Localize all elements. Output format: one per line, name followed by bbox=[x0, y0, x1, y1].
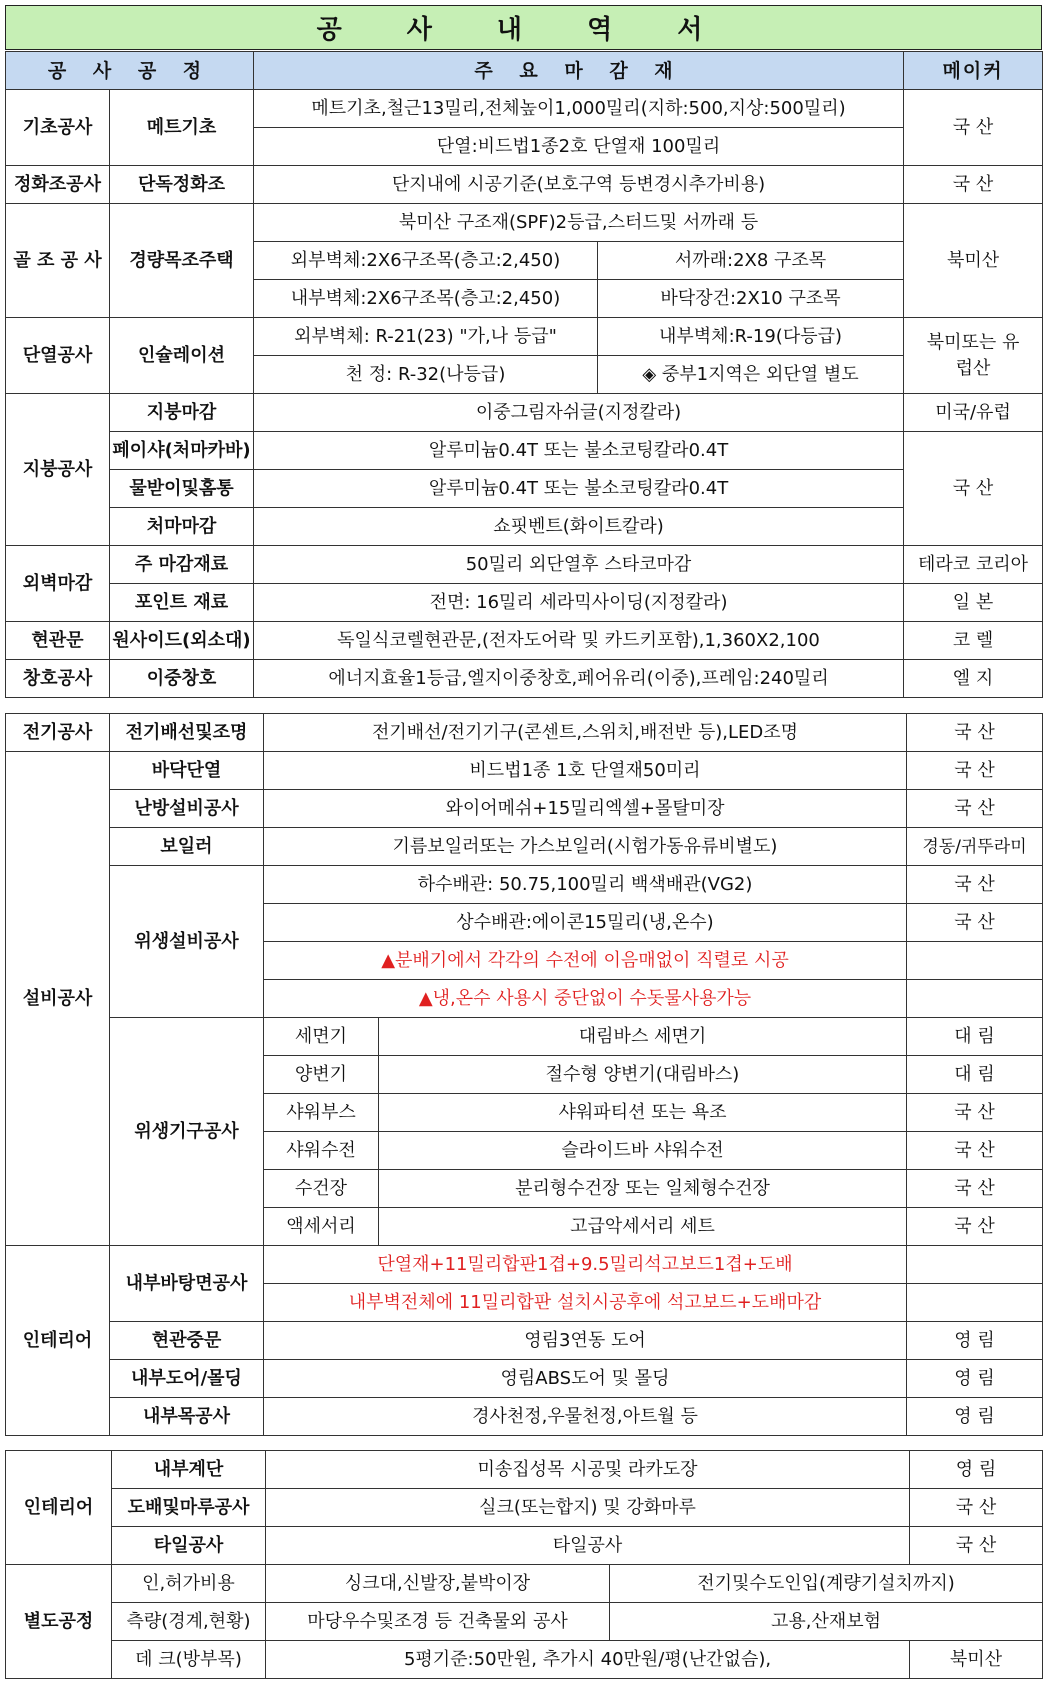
page-title: 공 사 내 역 서 bbox=[5, 5, 1042, 50]
material-cell: 샤워파티션 또는 욕조 bbox=[379, 1094, 907, 1132]
material-cell: 내부벽전체에 11밀리합판 설치시공후에 석고보드+도배마감 bbox=[264, 1284, 907, 1322]
material-cell: 고급악세서리 세트 bbox=[379, 1208, 907, 1246]
maker-cell: 영 림 bbox=[907, 1398, 1043, 1436]
subcategory-cell: 현관중문 bbox=[110, 1322, 264, 1360]
fixture-name: 샤워부스 bbox=[264, 1094, 379, 1132]
subcategory-cell: 물받이및홈통 bbox=[110, 470, 254, 508]
construction-table-1 bbox=[5, 51, 1043, 698]
fixture-name: 샤워수전 bbox=[264, 1132, 379, 1170]
material-cell: 미송집성목 시공및 라카도장 bbox=[266, 1451, 910, 1489]
table-row bbox=[6, 1565, 1043, 1603]
maker-cell: 국 산 bbox=[907, 1094, 1043, 1132]
table-row bbox=[6, 1246, 1043, 1284]
maker-cell: 영 림 bbox=[907, 1322, 1043, 1360]
subcategory-cell: 메트기초 bbox=[110, 90, 254, 166]
maker-cell: 국 산 bbox=[907, 866, 1043, 904]
material-cell: 내부벽체:2X6구조목(층고:2,450) bbox=[254, 280, 598, 318]
material-cell: 전면: 16밀리 세라믹사이딩(지정칼라) bbox=[254, 584, 904, 622]
subcategory-cell: 이중창호 bbox=[110, 660, 254, 698]
subcategory-cell: 내부목공사 bbox=[110, 1398, 264, 1436]
table-row bbox=[6, 90, 1043, 128]
category-cell: 지붕공사 bbox=[6, 394, 110, 546]
material-cell: 상수배관:에이콘15밀리(냉,온수) bbox=[264, 904, 907, 942]
table-row bbox=[6, 1360, 1043, 1398]
maker-cell: 국 산 bbox=[904, 432, 1043, 546]
table-row bbox=[6, 1641, 1043, 1679]
material-cell: 북미산 구조재(SPF)2등급,스터드및 서까래 등 bbox=[254, 204, 904, 242]
subcategory-cell: 페이샤(처마카바) bbox=[110, 432, 254, 470]
header-maker: 메이커 bbox=[904, 52, 1043, 90]
table-row bbox=[6, 1527, 1043, 1565]
subcategory-cell: 위생기구공사 bbox=[110, 1018, 264, 1246]
table-row bbox=[6, 546, 1043, 584]
category-cell: 외벽마감 bbox=[6, 546, 110, 622]
subcategory-cell: 내부계단 bbox=[112, 1451, 266, 1489]
maker-cell bbox=[907, 1246, 1043, 1284]
material-cell: 단열:비드법1종2호 단열재 100밀리 bbox=[254, 128, 904, 166]
category-cell: 별도공정 bbox=[6, 1565, 112, 1679]
extra-cell: 마당우수및조경 등 건축물외 공사 bbox=[266, 1603, 610, 1641]
material-cell: 단지내에 시공기준(보호구역 등변경시추가비용) bbox=[254, 166, 904, 204]
header-row bbox=[6, 52, 1043, 90]
material-cell: 천 정: R-32(나등급) bbox=[254, 356, 598, 394]
material-cell: 대림바스 세면기 bbox=[379, 1018, 907, 1056]
maker-cell: 북미산 bbox=[910, 1641, 1043, 1679]
maker-cell bbox=[907, 1284, 1043, 1322]
subcategory-cell: 포인트 재료 bbox=[110, 584, 254, 622]
maker-cell: 국 산 bbox=[907, 752, 1043, 790]
table-row bbox=[6, 752, 1043, 790]
extra-cell: 인,허가비용 bbox=[112, 1565, 266, 1603]
material-cell: 슬라이드바 샤워수전 bbox=[379, 1132, 907, 1170]
category-cell: 현관문 bbox=[6, 622, 110, 660]
table-row bbox=[6, 584, 1043, 622]
material-cell: 와이어메쉬+15밀리엑셀+몰탈미장 bbox=[264, 790, 907, 828]
table-row bbox=[6, 660, 1043, 698]
subcategory-cell: 도배및마루공사 bbox=[112, 1489, 266, 1527]
maker-cell: 국 산 bbox=[910, 1489, 1043, 1527]
material-cell: 절수형 양변기(대림바스) bbox=[379, 1056, 907, 1094]
material-cell: 독일식코렐현관문,(전자도어락 및 카드키포함),1,360X2,100 bbox=[254, 622, 904, 660]
material-cell: 서까래:2X8 구조목 bbox=[598, 242, 904, 280]
category-cell: 인테리어 bbox=[6, 1246, 110, 1436]
subcategory-cell: 타일공사 bbox=[112, 1527, 266, 1565]
header-process: 공 사 공 정 bbox=[6, 52, 254, 90]
category-cell: 기초공사 bbox=[6, 90, 110, 166]
extra-cell: 5평기준:50만원, 추가시 40만원/평(난간없슴), bbox=[266, 1641, 910, 1679]
maker-cell: 국 산 bbox=[907, 904, 1043, 942]
maker-cell: 국 산 bbox=[907, 1208, 1043, 1246]
maker-cell: 코 렐 bbox=[904, 622, 1043, 660]
fixture-name: 수건장 bbox=[264, 1170, 379, 1208]
subcategory-cell: 단독정화조 bbox=[110, 166, 254, 204]
construction-table-3 bbox=[5, 1450, 1043, 1679]
extra-cell: 고용,산재보험 bbox=[610, 1603, 1043, 1641]
construction-table-2 bbox=[5, 713, 1043, 1436]
category-cell: 단열공사 bbox=[6, 318, 110, 394]
material-cell: 이중그림자쉬글(지정칼라) bbox=[254, 394, 904, 432]
category-cell: 설비공사 bbox=[6, 752, 110, 1246]
material-cell: 바닥장건:2X10 구조목 bbox=[598, 280, 904, 318]
subcategory-cell: 지붕마감 bbox=[110, 394, 254, 432]
note-cell: ▲냉,온수 사용시 중단없이 수돗물사용가능 bbox=[264, 980, 907, 1018]
subcategory-cell: 처마마감 bbox=[110, 508, 254, 546]
material-cell: 알루미늄0.4T 또는 불소코팅칼라0.4T bbox=[254, 432, 904, 470]
table-row bbox=[6, 866, 1043, 904]
maker-cell: 국 산 bbox=[907, 1132, 1043, 1170]
maker-cell: 영 림 bbox=[907, 1360, 1043, 1398]
subcategory-cell: 보일러 bbox=[110, 828, 264, 866]
table-row bbox=[6, 470, 1043, 508]
material-cell: 외부벽체: R-21(23) "가,나 등급" bbox=[254, 318, 598, 356]
table-row bbox=[6, 1489, 1043, 1527]
fixture-name: 양변기 bbox=[264, 1056, 379, 1094]
material-cell: 영림ABS도어 및 몰딩 bbox=[264, 1360, 907, 1398]
material-cell: 영림3연동 도어 bbox=[264, 1322, 907, 1360]
material-cell: ◈ 중부1지역은 외단열 별도 bbox=[598, 356, 904, 394]
material-cell: 내부벽체:R-19(다등급) bbox=[598, 318, 904, 356]
maker-cell: 국 산 bbox=[904, 166, 1043, 204]
material-cell: 분리형수건장 또는 일체형수건장 bbox=[379, 1170, 907, 1208]
maker-cell bbox=[907, 980, 1043, 1018]
table-row bbox=[6, 714, 1043, 752]
category-cell: 인테리어 bbox=[6, 1451, 112, 1565]
table-row bbox=[6, 828, 1043, 866]
table-row bbox=[6, 622, 1043, 660]
table-row bbox=[6, 204, 1043, 242]
table-row bbox=[6, 1451, 1043, 1489]
table-row bbox=[6, 432, 1043, 470]
material-cell: 쇼핏벤트(화이트칼라) bbox=[254, 508, 904, 546]
subcategory-cell: 위생설비공사 bbox=[110, 866, 264, 1018]
material-cell: 메트기초,철근13밀리,전체높이1,000밀리(지하:500,지상:500밀리) bbox=[254, 90, 904, 128]
material-cell: 알루미늄0.4T 또는 불소코팅칼라0.4T bbox=[254, 470, 904, 508]
maker-cell: 테라코 코리아 bbox=[904, 546, 1043, 584]
subcategory-cell: 바닥단열 bbox=[110, 752, 264, 790]
material-cell: 하수배관: 50.75,100밀리 백색배관(VG2) bbox=[264, 866, 907, 904]
maker-cell: 국 산 bbox=[907, 1170, 1043, 1208]
table-row bbox=[6, 1398, 1043, 1436]
extra-cell: 측량(경계,현황) bbox=[112, 1603, 266, 1641]
material-cell: 외부벽체:2X6구조목(층고:2,450) bbox=[254, 242, 598, 280]
maker-cell: 영 림 bbox=[910, 1451, 1043, 1489]
maker-cell: 국 산 bbox=[907, 714, 1043, 752]
maker-cell: 국 산 bbox=[907, 790, 1043, 828]
subcategory-cell: 내부바탕면공사 bbox=[110, 1246, 264, 1322]
subcategory-cell: 주 마감재료 bbox=[110, 546, 254, 584]
material-cell: 에너지효율1등급,엘지이중창호,페어유리(이중),프레임:240밀리 bbox=[254, 660, 904, 698]
material-cell: 비드법1종 1호 단열재50미리 bbox=[264, 752, 907, 790]
category-cell: 정화조공사 bbox=[6, 166, 110, 204]
subcategory-cell: 전기배선및조명 bbox=[110, 714, 264, 752]
material-cell: 단열재+11밀리합판1겹+9.5밀리석고보드1겹+도배 bbox=[264, 1246, 907, 1284]
table-row bbox=[6, 790, 1043, 828]
table-row bbox=[6, 1018, 1043, 1056]
material-cell: 전기배선/전기기구(콘센트,스위치,배전반 등),LED조명 bbox=[264, 714, 907, 752]
extra-cell: 싱크대,신발장,붙박이장 bbox=[266, 1565, 610, 1603]
fixture-name: 세면기 bbox=[264, 1018, 379, 1056]
category-cell: 전기공사 bbox=[6, 714, 110, 752]
subcategory-cell: 내부도어/몰딩 bbox=[110, 1360, 264, 1398]
table-row bbox=[6, 1603, 1043, 1641]
table-row bbox=[6, 318, 1043, 356]
maker-cell bbox=[907, 942, 1043, 980]
maker-cell: 북미또는 유럽산 bbox=[904, 318, 1043, 394]
category-cell: 창호공사 bbox=[6, 660, 110, 698]
subcategory-cell: 경량목조주택 bbox=[110, 204, 254, 318]
extra-cell: 데 크(방부목) bbox=[112, 1641, 266, 1679]
subcategory-cell: 난방설비공사 bbox=[110, 790, 264, 828]
note-cell: ▲분배기에서 각각의 수전에 이음매없이 직렬로 시공 bbox=[264, 942, 907, 980]
maker-cell: 경동/귀뚜라미 bbox=[907, 828, 1043, 866]
table-row bbox=[6, 508, 1043, 546]
material-cell: 50밀리 외단열후 스타코마감 bbox=[254, 546, 904, 584]
fixture-name: 액세서리 bbox=[264, 1208, 379, 1246]
maker-cell: 대 림 bbox=[907, 1018, 1043, 1056]
table-row bbox=[6, 166, 1043, 204]
material-cell: 실크(또는합지) 및 강화마루 bbox=[266, 1489, 910, 1527]
material-cell: 기름보일러또는 가스보일러(시험가동유류비별도) bbox=[264, 828, 907, 866]
category-cell: 골 조 공 사 bbox=[6, 204, 110, 318]
maker-cell: 국 산 bbox=[910, 1527, 1043, 1565]
maker-cell: 국 산 bbox=[904, 90, 1043, 166]
table-row bbox=[6, 1322, 1043, 1360]
material-cell: 타일공사 bbox=[266, 1527, 910, 1565]
subcategory-cell: 원사이드(외소대) bbox=[110, 622, 254, 660]
material-cell: 경사천정,우물천정,아트월 등 bbox=[264, 1398, 907, 1436]
subcategory-cell: 인슐레이션 bbox=[110, 318, 254, 394]
maker-cell: 북미산 bbox=[904, 204, 1043, 318]
extra-cell: 전기및수도인입(계량기설치까지) bbox=[610, 1565, 1043, 1603]
header-materials: 주 요 마 감 재 bbox=[254, 52, 904, 90]
maker-cell: 대 림 bbox=[907, 1056, 1043, 1094]
maker-cell: 미국/유럽 bbox=[904, 394, 1043, 432]
maker-cell: 엘 지 bbox=[904, 660, 1043, 698]
table-row bbox=[6, 394, 1043, 432]
maker-cell: 일 본 bbox=[904, 584, 1043, 622]
